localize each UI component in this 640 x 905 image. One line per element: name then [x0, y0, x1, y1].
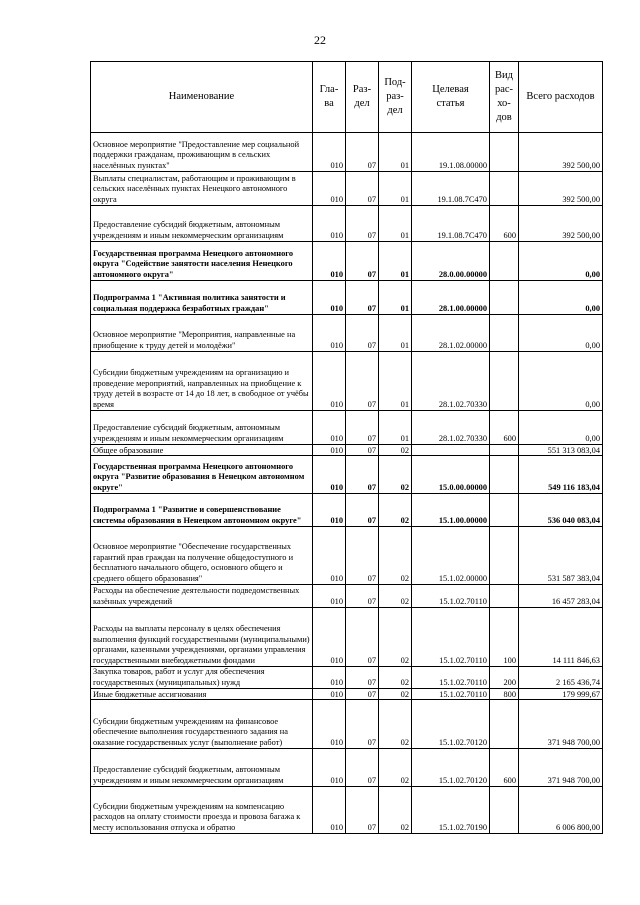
cell-target-article: 15.1.02.70110	[412, 689, 490, 700]
cell-chapter: 010	[313, 494, 346, 527]
cell-total: 179 999,67	[519, 689, 603, 700]
cell-target-article: 15.1.02.70190	[412, 787, 490, 834]
table-row	[91, 787, 603, 834]
cell-section: 07	[346, 133, 379, 172]
cell-name: Иные бюджетные ассигнования	[91, 689, 313, 700]
cell-subsection: 01	[379, 242, 412, 281]
cell-name: Субсидии бюджетным учреждениям на финансовое обеспечение выполнения государственного задания на оказание государственных услуг (выполнение работ)	[91, 700, 313, 749]
cell-section: 07	[346, 608, 379, 667]
cell-subsection: 01	[379, 411, 412, 445]
table-row	[91, 585, 603, 608]
cell-expense-type	[490, 281, 519, 315]
cell-target-article: 28.0.00.00000	[412, 242, 490, 281]
cell-total: 6 006 800,00	[519, 787, 603, 834]
cell-chapter: 010	[313, 242, 346, 281]
cell-total: 392 500,00	[519, 133, 603, 172]
cell-section: 07	[346, 281, 379, 315]
table-row	[91, 689, 603, 700]
cell-name: Расходы на выплаты персоналу в целях обеспечения выполнения функций государственными (муниципальными) органами, казенными учреждениями, органами управления государственными внебюджетными фондами	[91, 608, 313, 667]
cell-total: 0,00	[519, 352, 603, 411]
cell-name: Предоставление субсидий бюджетным, автономным учреждениям и иным некоммерческим организациям	[91, 206, 313, 242]
cell-subsection: 01	[379, 206, 412, 242]
cell-section: 07	[346, 689, 379, 700]
cell-name: Основное мероприятие "Мероприятия, направленные на приобщение к труду детей и молодёжи"	[91, 315, 313, 352]
header-subsection: Под- раз- дел	[379, 62, 412, 133]
cell-name: Основное мероприятие "Предоставление мер социальной поддержки гражданам, проживающим в сельских населённых пунктах"	[91, 133, 313, 172]
page-number: 22	[314, 33, 326, 47]
cell-section: 07	[346, 749, 379, 787]
cell-target-article: 15.1.02.70120	[412, 749, 490, 787]
table-row	[91, 667, 603, 689]
budget-table	[90, 61, 603, 834]
cell-target-article: 28.1.02.70330	[412, 411, 490, 445]
cell-target-article	[412, 445, 490, 456]
cell-target-article: 15.1.02.70120	[412, 700, 490, 749]
header-target-article: Целевая статья	[412, 62, 490, 133]
cell-subsection: 01	[379, 352, 412, 411]
cell-section: 07	[346, 172, 379, 206]
cell-chapter: 010	[313, 352, 346, 411]
cell-section: 07	[346, 585, 379, 608]
table-row	[91, 206, 603, 242]
cell-total: 0,00	[519, 281, 603, 315]
table-row	[91, 608, 603, 667]
cell-expense-type	[490, 585, 519, 608]
cell-section: 07	[346, 242, 379, 281]
cell-total: 371 948 700,00	[519, 749, 603, 787]
cell-chapter: 010	[313, 608, 346, 667]
header-chapter: Гла- ва	[313, 62, 346, 133]
table-row	[91, 242, 603, 281]
cell-target-article: 19.1.08.00000	[412, 133, 490, 172]
cell-chapter: 010	[313, 527, 346, 585]
cell-expense-type	[490, 527, 519, 585]
cell-subsection: 02	[379, 749, 412, 787]
cell-chapter: 010	[313, 689, 346, 700]
cell-expense-type	[490, 787, 519, 834]
cell-total: 0,00	[519, 242, 603, 281]
cell-total: 2 165 436,74	[519, 667, 603, 689]
table-row	[91, 411, 603, 445]
cell-section: 07	[346, 527, 379, 585]
cell-total: 549 116 183,04	[519, 456, 603, 494]
cell-subsection: 02	[379, 494, 412, 527]
cell-chapter: 010	[313, 281, 346, 315]
cell-chapter: 010	[313, 787, 346, 834]
cell-expense-type	[490, 133, 519, 172]
cell-total: 536 040 083,04	[519, 494, 603, 527]
cell-expense-type	[490, 315, 519, 352]
cell-chapter: 010	[313, 411, 346, 445]
cell-subsection: 01	[379, 133, 412, 172]
header-row	[91, 62, 603, 133]
cell-name: Расходы на обеспечение деятельности подведомственных казённых учреждений	[91, 585, 313, 608]
cell-subsection: 02	[379, 608, 412, 667]
cell-chapter: 010	[313, 315, 346, 352]
cell-expense-type: 600	[490, 206, 519, 242]
cell-section: 07	[346, 352, 379, 411]
cell-name: Закупка товаров, работ и услуг для обеспечения государственных (муниципальных) нужд	[91, 667, 313, 689]
header-expense-type: Вид рас- хо- дов	[490, 62, 519, 133]
cell-name: Подпрограмма 1 "Развитие и совершенствование системы образования в Ненецком автономном округе"	[91, 494, 313, 527]
cell-target-article: 15.1.02.70110	[412, 585, 490, 608]
table-row	[91, 700, 603, 749]
cell-section: 07	[346, 667, 379, 689]
cell-total: 371 948 700,00	[519, 700, 603, 749]
cell-chapter: 010	[313, 206, 346, 242]
cell-expense-type	[490, 242, 519, 281]
cell-total: 0,00	[519, 411, 603, 445]
cell-target-article: 19.1.08.7С470	[412, 206, 490, 242]
cell-name: Основное мероприятие "Обеспечение государственных гарантий прав граждан на получение общедоступного и бесплатного начального общего, основного общего и среднего общего образования"	[91, 527, 313, 585]
cell-target-article: 15.0.00.00000	[412, 456, 490, 494]
table-row	[91, 281, 603, 315]
cell-expense-type	[490, 445, 519, 456]
cell-target-article: 28.1.02.70330	[412, 352, 490, 411]
table-row	[91, 749, 603, 787]
cell-chapter: 010	[313, 700, 346, 749]
cell-target-article: 19.1.08.7С470	[412, 172, 490, 206]
cell-chapter: 010	[313, 585, 346, 608]
cell-total: 392 500,00	[519, 172, 603, 206]
cell-total: 0,00	[519, 315, 603, 352]
cell-subsection: 02	[379, 585, 412, 608]
cell-subsection: 01	[379, 315, 412, 352]
cell-target-article: 15.1.00.00000	[412, 494, 490, 527]
cell-section: 07	[346, 315, 379, 352]
table-row	[91, 445, 603, 456]
cell-chapter: 010	[313, 749, 346, 787]
header-total: Всего расходов	[519, 62, 603, 133]
cell-section: 07	[346, 787, 379, 834]
cell-section: 07	[346, 700, 379, 749]
table-row	[91, 494, 603, 527]
cell-subsection: 02	[379, 689, 412, 700]
table-row	[91, 456, 603, 494]
cell-expense-type: 800	[490, 689, 519, 700]
table-row	[91, 352, 603, 411]
cell-chapter: 010	[313, 667, 346, 689]
cell-subsection: 02	[379, 667, 412, 689]
table-row	[91, 133, 603, 172]
cell-name: Подпрограмма 1 "Активная политика занятости и социальная поддержка безработных граждан"	[91, 281, 313, 315]
cell-target-article: 15.1.02.70110	[412, 667, 490, 689]
cell-expense-type	[490, 494, 519, 527]
cell-total: 551 313 083,04	[519, 445, 603, 456]
cell-total: 14 111 846,63	[519, 608, 603, 667]
cell-total: 531 587 383,04	[519, 527, 603, 585]
cell-name: Субсидии бюджетным учреждениям на организацию и проведение мероприятий, направленных на приобщение к труду детей в возрасте от 14 до 18 лет, в свободное от учёбы время	[91, 352, 313, 411]
cell-chapter: 010	[313, 445, 346, 456]
table-row	[91, 527, 603, 585]
table-body	[91, 133, 603, 834]
header-section: Раз- дел	[346, 62, 379, 133]
cell-expense-type: 600	[490, 411, 519, 445]
cell-section: 07	[346, 494, 379, 527]
cell-name: Субсидии бюджетным учреждениям на компенсацию расходов на оплату стоимости проезда и провоза багажа к месту использования отпуска и обратно	[91, 787, 313, 834]
cell-chapter: 010	[313, 133, 346, 172]
cell-section: 07	[346, 456, 379, 494]
cell-target-article: 15.1.02.00000	[412, 527, 490, 585]
cell-name: Общее образование	[91, 445, 313, 456]
cell-name: Предоставление субсидий бюджетным, автономным учреждениям и иным некоммерческим организациям	[91, 411, 313, 445]
table-row	[91, 172, 603, 206]
cell-chapter: 010	[313, 172, 346, 206]
cell-expense-type	[490, 700, 519, 749]
cell-expense-type	[490, 456, 519, 494]
cell-target-article: 28.1.00.00000	[412, 281, 490, 315]
cell-subsection: 01	[379, 172, 412, 206]
cell-subsection: 02	[379, 445, 412, 456]
cell-name: Предоставление субсидий бюджетным, автономным учреждениям и иным некоммерческим организациям	[91, 749, 313, 787]
cell-expense-type	[490, 172, 519, 206]
cell-chapter: 010	[313, 456, 346, 494]
cell-total: 16 457 283,04	[519, 585, 603, 608]
cell-total: 392 500,00	[519, 206, 603, 242]
header-name: Наименование	[91, 62, 313, 133]
cell-section: 07	[346, 411, 379, 445]
cell-section: 07	[346, 206, 379, 242]
cell-expense-type: 600	[490, 749, 519, 787]
cell-target-article: 28.1.02.00000	[412, 315, 490, 352]
cell-expense-type: 100	[490, 608, 519, 667]
cell-subsection: 02	[379, 456, 412, 494]
cell-subsection: 01	[379, 281, 412, 315]
cell-subsection: 02	[379, 787, 412, 834]
cell-subsection: 02	[379, 527, 412, 585]
cell-name: Государственная программа Ненецкого автономного округа "Развитие образования в Ненецком автономном округе"	[91, 456, 313, 494]
cell-target-article: 15.1.02.70110	[412, 608, 490, 667]
cell-section: 07	[346, 445, 379, 456]
table-row	[91, 315, 603, 352]
cell-expense-type	[490, 352, 519, 411]
cell-subsection: 02	[379, 700, 412, 749]
cell-name: Государственная программа Ненецкого автономного округа "Содействие занятости населения Ненецкого автономного округа"	[91, 242, 313, 281]
cell-name: Выплаты специалистам, работающим и проживающим в сельских населённых пунктах Ненецкого автономного округа	[91, 172, 313, 206]
cell-expense-type: 200	[490, 667, 519, 689]
